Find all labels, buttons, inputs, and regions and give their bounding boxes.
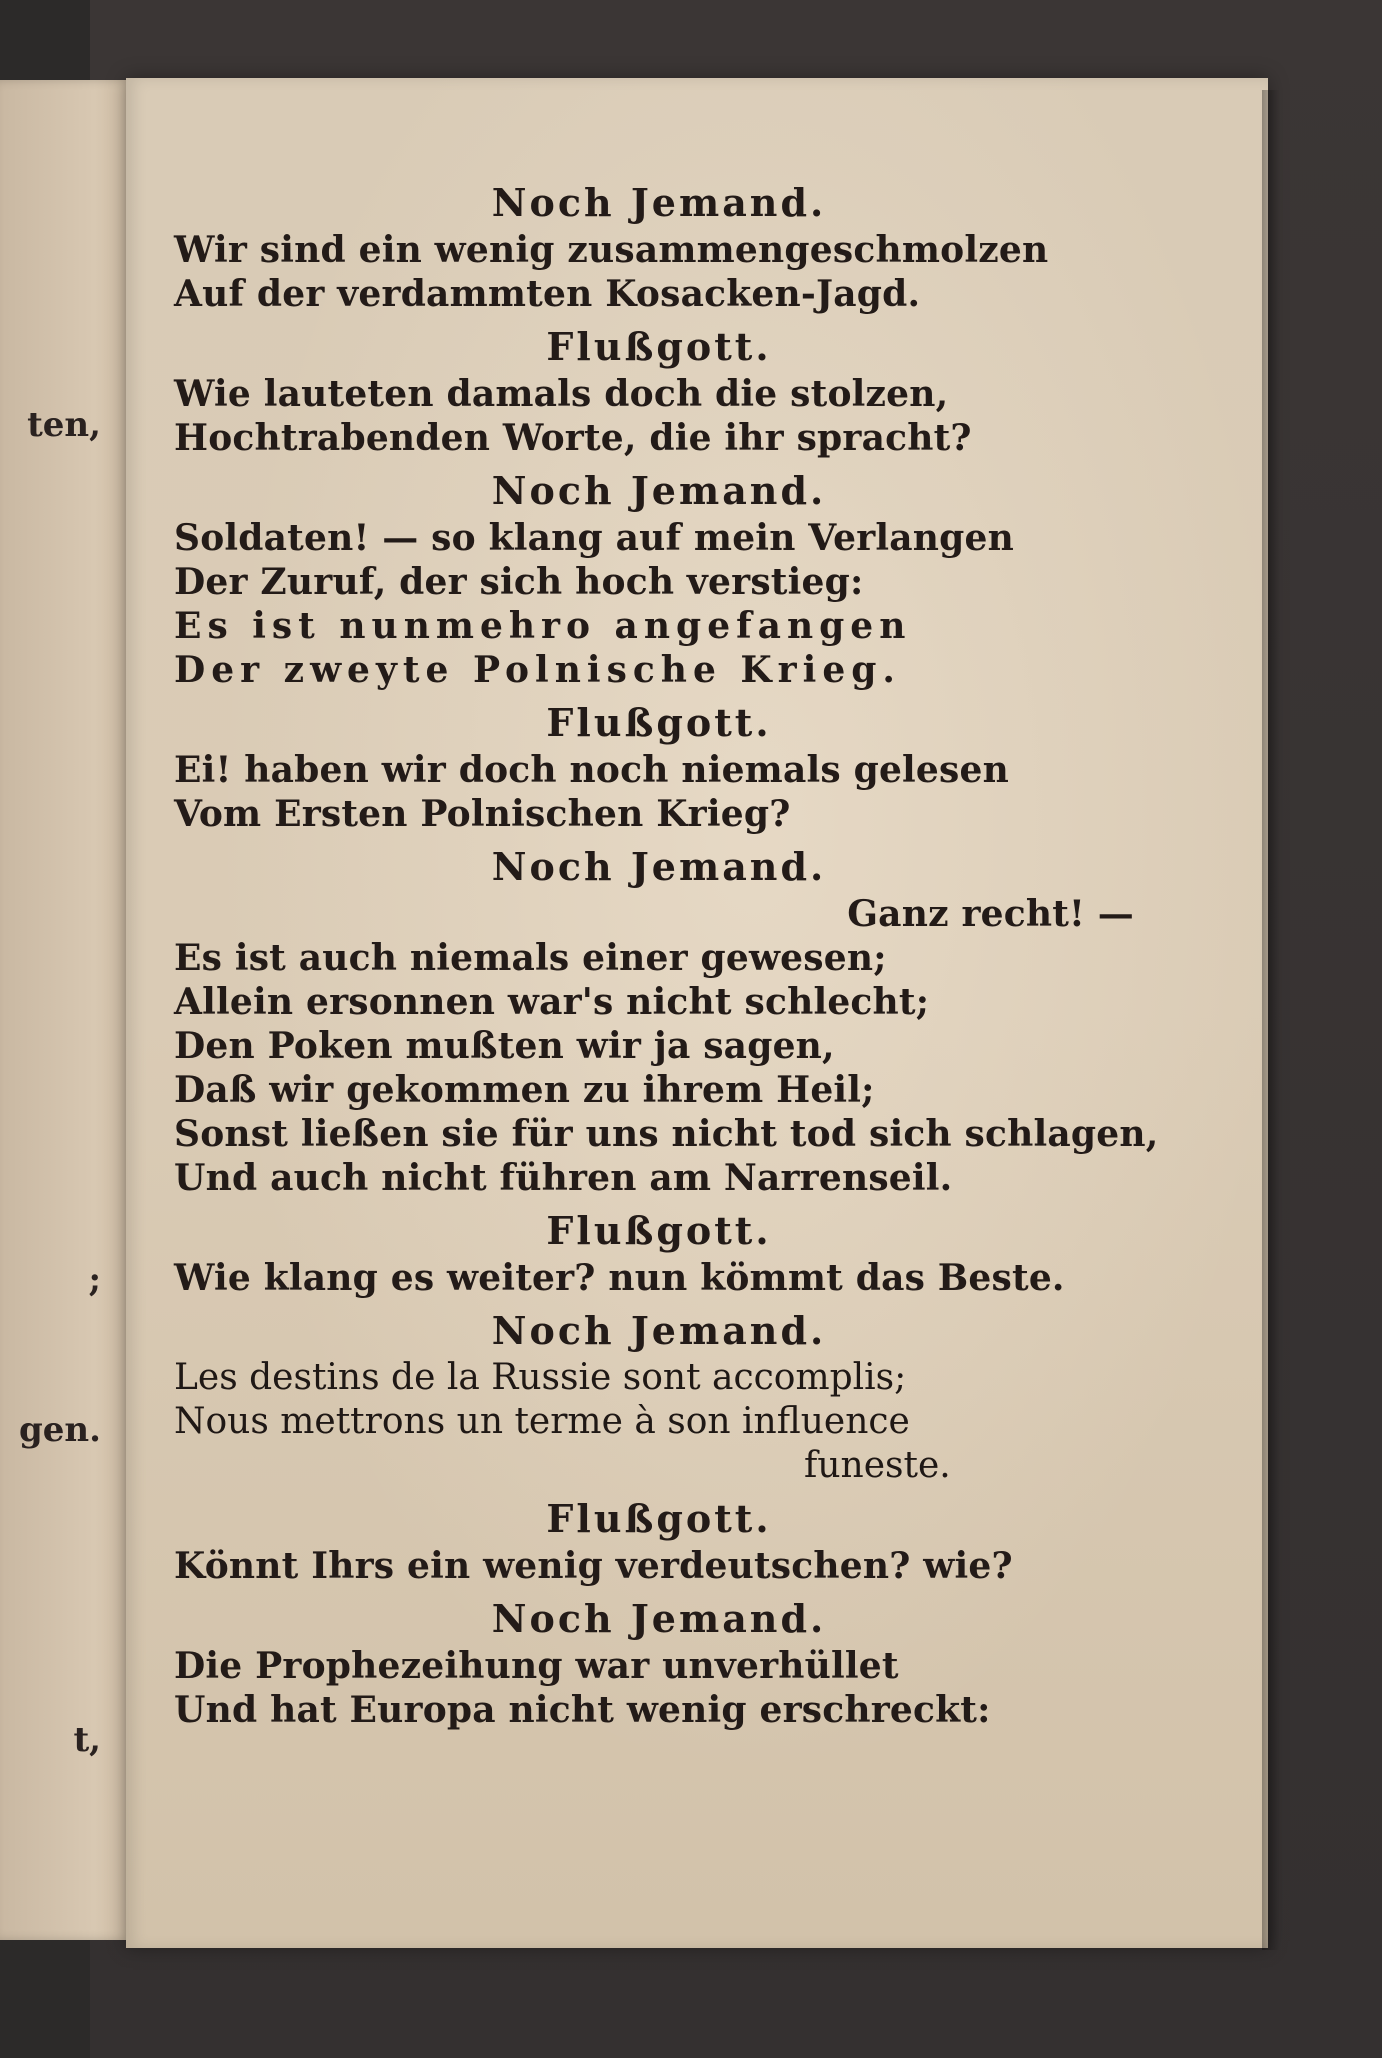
verse-line: Es ist nunmehro angefangen (174, 605, 912, 647)
speaker-heading: Flußgott. (546, 1208, 772, 1253)
verse-line: Auf der verdammten Kosacken-Jagd. (174, 273, 921, 315)
french-line: Les destins de la Russie sont accomplis; (174, 1357, 907, 1398)
speaker-heading: Noch Jemand. (491, 1596, 827, 1641)
verse-line: Vom Ersten Polnischen Krieg? (174, 793, 791, 835)
verse-line-right: Ganz recht! — (847, 893, 1134, 935)
speaker-heading: Noch Jemand. (491, 180, 827, 225)
speaker-heading: Noch Jemand. (491, 1308, 827, 1353)
page-edge-shadow (1262, 90, 1280, 1950)
verse-line: Wie klang es weiter? nun kömmt das Beste. (174, 1257, 1065, 1299)
left-page-fragment: ; (88, 1260, 101, 1300)
verse-line: Könnt Ihrs ein wenig verdeutschen? wie? (174, 1545, 1013, 1587)
left-page-fragment: ten, (27, 405, 101, 445)
verse-line: Und hat Europa nicht wenig erschreckt: (174, 1689, 991, 1731)
verse-line: Und auch nicht führen am Narrenseil. (174, 1157, 953, 1199)
speaker-heading: Noch Jemand. (491, 844, 827, 889)
verse-line: Der Zuruf, der sich hoch verstieg: (174, 561, 864, 603)
speaker-heading: Flußgott. (546, 700, 772, 745)
verse-line: Sonst ließen sie für uns nicht tod sich schlagen, (174, 1113, 1159, 1155)
verse-line: Die Prophezeihung war unverhüllet (174, 1645, 899, 1687)
page-text (174, 178, 1214, 1732)
verse-line: Ei! haben wir doch noch niemals gelesen (174, 749, 1009, 791)
french-line-end: funeste. (804, 1445, 951, 1486)
right-page (126, 78, 1268, 1948)
left-page-margin (0, 80, 135, 1940)
left-page-fragment: gen. (19, 1410, 101, 1450)
verse-line: Wir sind ein wenig zusammengeschmolzen (174, 229, 1049, 271)
verse-line: Wie lauteten damals doch die stolzen, (174, 373, 949, 415)
speaker-heading: Flußgott. (546, 324, 772, 369)
verse-line: Allein ersonnen war's nicht schlecht; (174, 981, 930, 1023)
verse-line: Den Poken mußten wir ja sagen, (174, 1025, 835, 1067)
left-page-fragment: t, (73, 1720, 101, 1760)
verse-line: Daß wir gekommen zu ihrem Heil; (174, 1069, 875, 1111)
french-line: Nous mettrons un terme à son influence (174, 1401, 910, 1442)
verse-line: Der zweyte Polnische Krieg. (174, 649, 901, 691)
speaker-heading: Flußgott. (546, 1496, 772, 1541)
verse-line: Es ist auch niemals einer gewesen; (174, 937, 887, 979)
verse-line: Soldaten! — so klang auf mein Verlangen (174, 517, 1015, 559)
speaker-heading: Noch Jemand. (491, 468, 827, 513)
verse-line: Hochtrabenden Worte, die ihr spracht? (174, 417, 972, 459)
